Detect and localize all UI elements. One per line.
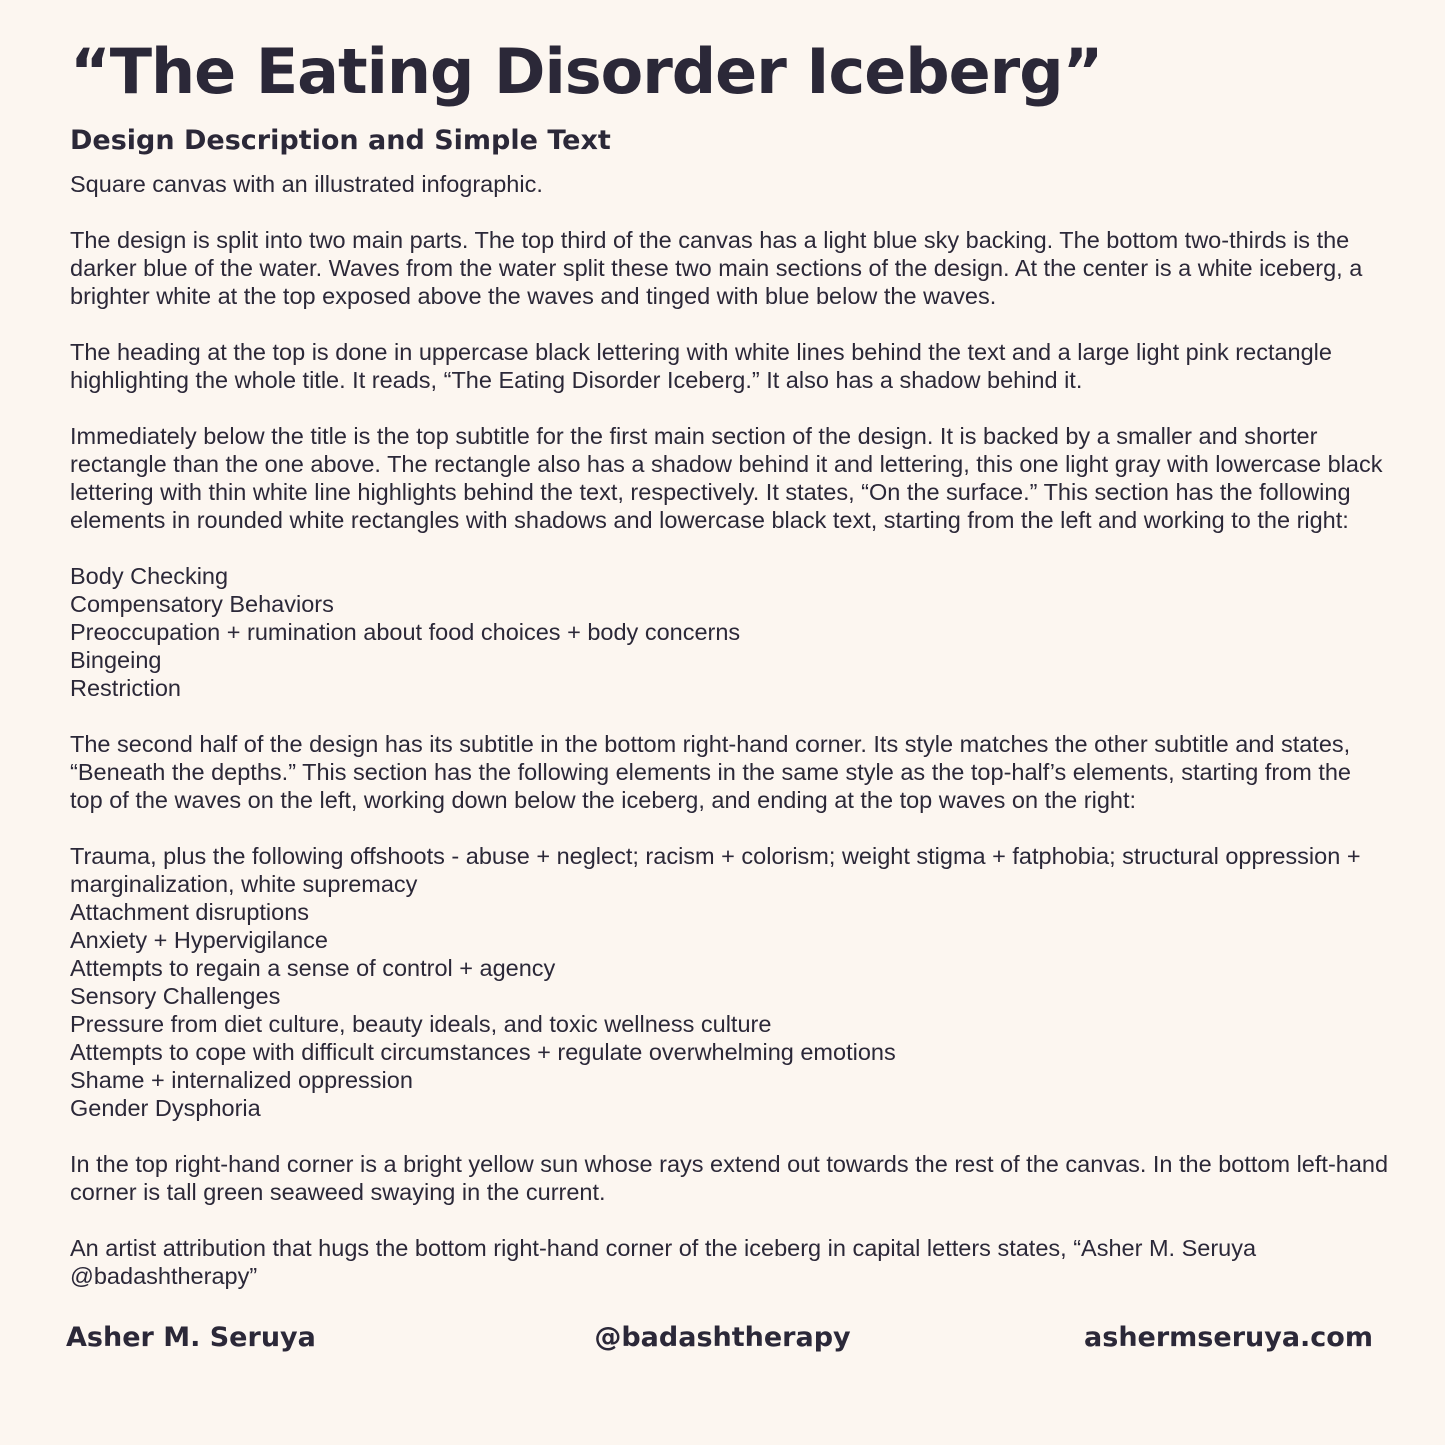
depths-list (70, 842, 1390, 1122)
list-item: Bingeing (70, 647, 162, 673)
list-item: Attempts to cope with difficult circumstances + regulate overwhelming emotions (70, 1039, 896, 1065)
intro-paragraph: Square canvas with an illustrated infographic. (70, 171, 543, 197)
sun-paragraph: In the top right-hand corner is a bright yellow sun whose rays extend out towards the rest of the canvas. In the bottom left-hand corner is tall green seaweed swaying in the current. (70, 1151, 1389, 1205)
surface-paragraph: Immediately below the title is the top subtitle for the first main section of the design. It is backed by a smaller and shorter rectangle than the one above. The rectangle also has a shadow behind it and lettering, this one light gray with lowercase black lettering with thin white line highlights behind the text, respectively. It states, “On the surface.” This section has the following elements in rounded white rectangles with shadows and lowercase black text, starting from the left and working to the right: (70, 423, 1383, 533)
page-title: “The Eating Disorder Iceberg” (70, 35, 1103, 108)
list-item: Pressure from diet culture, beauty ideals, and toxic wellness culture (70, 1011, 772, 1037)
list-item: Attempts to regain a sense of control + agency (70, 955, 556, 981)
list-item: Shame + internalized oppression (70, 1067, 413, 1093)
footer-author-name: Asher M. Seruya (66, 1322, 316, 1353)
document-page (70, 34, 1390, 1318)
footer-website: ashermseruya.com (1084, 1322, 1373, 1353)
list-item: Sensory Challenges (70, 983, 281, 1009)
attribution-paragraph: An artist attribution that hugs the bottom right-hand corner of the iceberg in capital letters states, “Asher M. Seruya @badashtherapy” (70, 1235, 1257, 1289)
list-item: Anxiety + Hypervigilance (70, 927, 328, 953)
page-subtitle: Design Description and Simple Text (70, 125, 611, 156)
surface-list (70, 562, 1390, 702)
list-item: Gender Dysphoria (70, 1095, 261, 1121)
layout-paragraph: The design is split into two main parts. The top third of the canvas has a light blue sky backing. The bottom two-thirds is the darker blue of the water. Waves from the water split these two main sections of the design. At the center is a white iceberg, a brighter white at the top exposed above the waves and tinged with blue below the waves. (70, 227, 1363, 309)
list-item: Trauma, plus the following offshoots - abuse + neglect; racism + colorism; weight stigma + fatphobia; structural oppression + marginalization, white supremacy (70, 843, 1361, 897)
footer-handle: @badashtherapy (594, 1322, 851, 1353)
heading-paragraph: The heading at the top is done in uppercase black lettering with white lines behind the text and a large light pink rectangle highlighting the whole title. It reads, “The Eating Disorder Iceberg.” It also has a shadow behind it. (70, 339, 1332, 393)
document-body (70, 170, 1390, 1290)
footer (0, 1322, 1445, 1362)
depths-paragraph: The second half of the design has its subtitle in the bottom right-hand corner. Its style matches the other subtitle and states, “Beneath the depths.” This section has the following elements in the same style as the top-half’s elements, starting from the top of the waves on the left, working down below the iceberg, and ending at the top waves on the right: (70, 731, 1351, 813)
list-item: Preoccupation + rumination about food choices + body concerns (70, 619, 741, 645)
list-item: Attachment disruptions (70, 899, 310, 925)
list-item: Compensatory Behaviors (70, 591, 334, 617)
list-item: Body Checking (70, 563, 229, 589)
list-item: Restriction (70, 675, 182, 701)
